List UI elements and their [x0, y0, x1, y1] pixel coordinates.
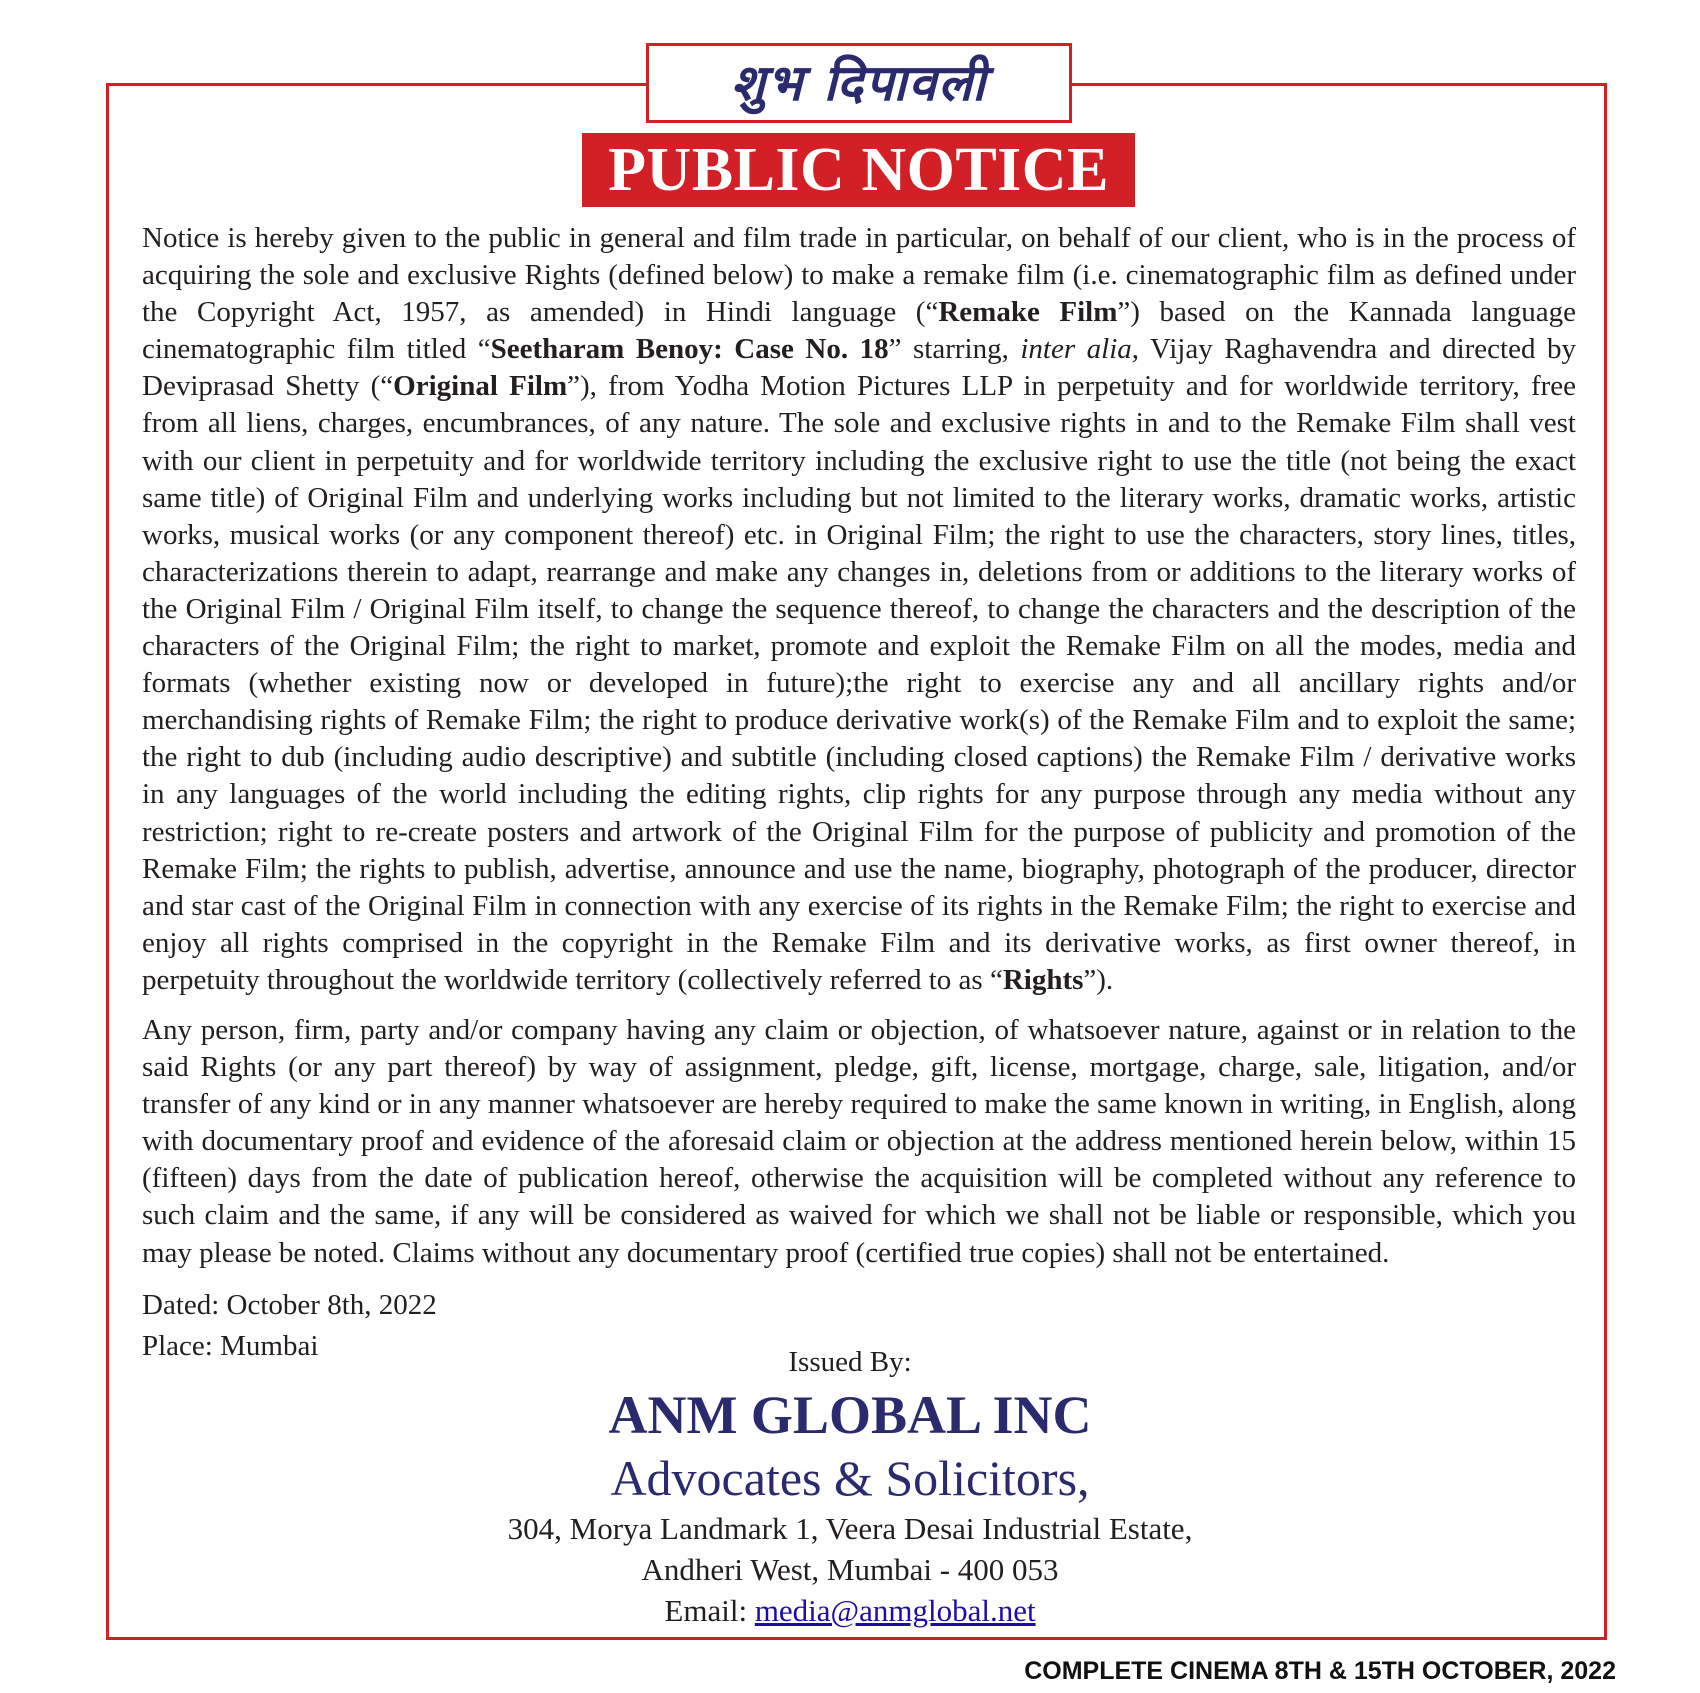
p1-text-5: ”), from Yodha Motion Pictures LLP in perpetuity and for worldwide territory, free from all liens, charges, encumbrances, of any nature. The sole and exclusive rights in and to the Remake Film shall vest with our client in perpetuity and for worldwide territory including the exclusive right to use the title (not being the exact same title) of Original Film and underlying works including but not limited to the literary works, dramatic works, artistic works, musical works (or any component thereof) etc. in Original Film; the right to use the characters, story lines, titles, characterizations therein to adapt, rearrange and make any changes in, deletions from or additions to the literary works of the Original Film / Original Film itself, to change the sequence thereof, to change the characters and the description of the characters of the Original Film; the right to market, promote and exploit the Remake Film on all the modes, media and formats (whether existing now or developed in future);the right to exercise any and all ancillary rights and/or merchandising rights of Remake Film; the right to produce derivative work(s) of the Remake Film and to exploit the same; the right to dub (including audio descriptive) and subtitle (including closed captions) the Remake Film / derivative works in any languages of the world including the editing rights, clip rights for any purpose through any media without any restriction; right to re-create posters and artwork of the Original Film for the purpose of publicity and promotion of the Remake Film; the rights to publish, advertise, announce and use the name, biography, photograph of the producer, director and star cast of the Original Film in connection with any exercise of its rights in the Remake Film; the right to exercise and enjoy all rights comprised in the copyright in the Remake Film and its derivative works, as first owner thereof, in perpetuity throughout the worldwide territory (collectively referred to as “ [142, 370, 1577, 996]
notice-title: PUBLIC NOTICE [608, 136, 1109, 204]
place-line: Place: Mumbai [142, 1330, 319, 1362]
notice-paragraph-1 [142, 220, 1576, 999]
p1-text-4: , Vijay Raghavendra and directed by Deviprasad Shetty (“ [142, 333, 1576, 403]
p1-text-6: ”). [1083, 963, 1114, 996]
notice-paragraph-2: Any person, firm, party and/or company having any claim or objection, of whatsoever nature, against or in relation to the said Rights (or any part thereof) by way of assignment, pledge, gift, license, mortgage, charge, sale, litigation, and/or transfer of any kind or in any manner whatsoever are hereby required to make the same known in writing, in English, along with documentary proof and evidence of the aforesaid claim or objection at the address mentioned herein below, within 15 (fifteen) days from the date of publication hereof, otherwise the acquisition will be completed without any reference to such claim and the same, if any will be considered as waived for which we shall not be liable or responsible, which you may please be noted. Claims without any documentary proof (certified true copies) shall not be entertained. [142, 1013, 1576, 1269]
firm-name: ANM GLOBAL INC [608, 1385, 1092, 1445]
issued-by-label: Issued By: [788, 1346, 912, 1378]
p1-bold-film-title: Seetharam Benoy: Case No. 18 [490, 333, 889, 366]
notice-title-banner [582, 133, 1135, 207]
firm-address [0, 1508, 1700, 1631]
footer-publication: COMPLETE CINEMA 8TH & 15TH OCTOBER, 2022 [1024, 1657, 1616, 1685]
p1-bold-original-film: Original Film [393, 370, 568, 403]
p1-bold-rights: Rights [1002, 963, 1084, 996]
p1-text-3: ” starring, [888, 333, 1021, 366]
p1-bold-remake-film: Remake Film [938, 296, 1118, 329]
dated-line: Dated: October 8th, 2022 [142, 1289, 437, 1321]
greeting-banner [646, 43, 1072, 123]
p1-italic-inter-alia: inter alia [1020, 333, 1132, 366]
email-line [0, 1590, 1700, 1631]
firm-subtitle: Advocates & Solicitors, [610, 1450, 1090, 1506]
email-label: Email: [664, 1593, 755, 1628]
email-link[interactable]: media@anmglobal.net [754, 1593, 1036, 1628]
address-line-2: Andheri West, Mumbai - 400 053 [641, 1552, 1059, 1587]
p1-text-2: ”) based on the Kannada language cinematographic film titled “ [142, 296, 1577, 366]
notice-body [142, 220, 1576, 1272]
p1-text-1: Notice is hereby given to the public in general and film trade in particular, on behalf of our client, who is in the process of acquiring the sole and exclusive Rights (defined below) to make a remake film (i.e. cinematographic film as defined under the Copyright Act, 1957, as amended) in Hindi language (“ [142, 222, 1576, 329]
greeting-text: शुभ दिपावली [730, 54, 988, 112]
address-line-1: 304, Morya Landmark 1, Veera Desai Industrial Estate, [507, 1511, 1193, 1546]
